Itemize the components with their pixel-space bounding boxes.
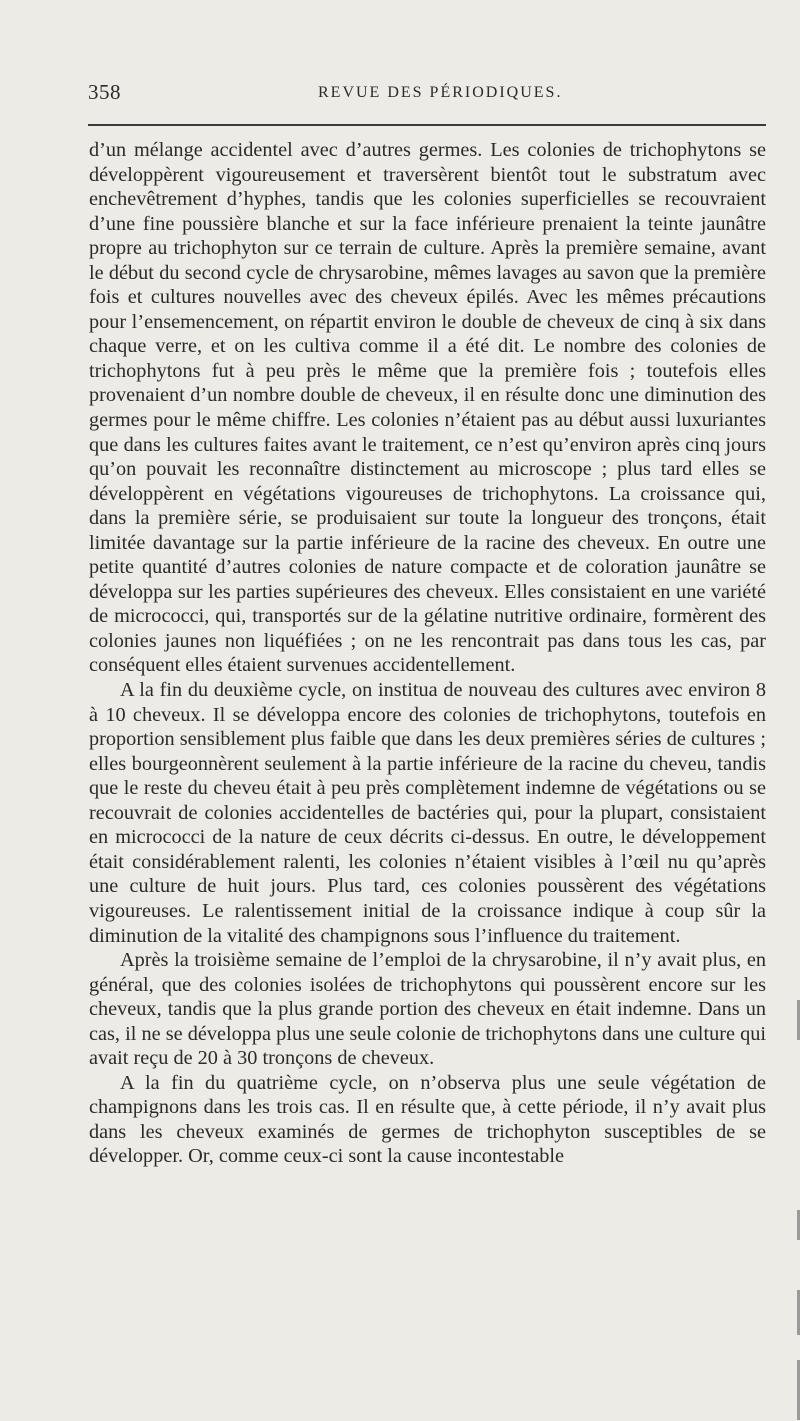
paragraph-continuation: d’un mélange accidentel avec d’autres germes. Les colonies de trichophytons se développèrent vigoureusement et traversèrent bientôt tout le substratum avec enchevêtrement d’hyphes, tandis que les colonies superficielles se recouvraient d’une fine poussière blanche et sur la face inférieure prenaient la teinte jaunâtre propre au trichophyton sur ce terrain de culture. Après la première semaine, avant le début du second cycle de chrysarobine, mêmes lavages au savon que la première fois et cultures nouvelles avec des cheveux épilés. Avec les mêmes précautions pour l’ensemencement, on répartit environ le double de cheveux de cinq à six dans chaque verre, et on les cultiva comme il a été dit. Le nombre des colonies de trichophytons fut à peu près le même que la première fois ; toutefois elles provenaient d’un nombre double de cheveux, il en résulte donc une diminution des germes pour le même chiffre. Les colonies n’étaient pas au début aussi luxuriantes que dans les cultures faites avant le traitement, ce n’est qu’environ après cinq jours qu’on pouvait les reconnaître distinctement au microscope ; plus tard elles se développèrent en végétations vigoureuses de trichophytons. La croissance qui, dans la première série, se produisaient sur toute la longueur des tronçons, était limitée davantage sur la partie inférieure de la racine des cheveux. En outre une petite quantité d’autres colonies de nature compacte et de coloration jaunâtre se développa sur les parties supérieures des cheveux. Elles consistaient en une variété de micrococci, qui, transportés sur de la gélatine nutritive ordinaire, formèrent des colonies jaunes non liquéfiées ; on ne les rencontrait pas dans tous les cas, par conséquent elles étaient survenues accidentellement. <box>89 139 766 677</box>
page-number: 358 <box>88 80 121 104</box>
header-rule <box>88 124 766 126</box>
running-title: REVUE DES PÉRIODIQUES. <box>318 84 563 101</box>
paragraph-third-week: Après la troisième semaine de l’emploi de la chrysarobine, il n’y avait plus, en général, que des colonies isolées de trichophytons qui poussèrent encore sur les cheveux, tandis que la plus grande portion des cheveux en était indemne. Dans un cas, il ne se développa plus une seule colonie de trichophytons dans une culture qui avait reçu de 20 à 30 tronçons de cheveux. <box>89 949 766 1070</box>
paragraph-second-cycle: A la fin du deuxième cycle, on institua de nouveau des cultures avec environ 8 à 10 cheveux. Il se développa encore des colonies de trichophytons, toutefois en proportion sensiblement plus faible que dans les deux premières séries de cultures ; elles bourgeonnèrent seulement à la partie inférieure de la racine du cheveu, tandis que le reste du cheveu était à peu près complètement indemne de végétations ou se recouvrait de colonies accidentelles de bactéries qui, pour la plupart, consistaient en micrococci de la nature de ceux décrits ci-dessus. En outre, le développement était considérablement ralenti, les colonies n’étaient visibles à l’œil nu qu’après une culture de huit jours. Plus tard, ces colonies poussèrent des végétations vigoureuses. Le ralentissement initial de la croissance indique à coup sûr la diminution de la vitalité des champignons sous l’influence du traitement. <box>89 679 766 947</box>
page-header <box>88 80 766 110</box>
paragraph-fourth-cycle: A la fin du quatrième cycle, on n’observa plus une seule végétation de champignons dans les trois cas. Il en résulte que, à cette période, il n’y avait plus dans les cheveux examinés de germes de trichophyton susceptibles de se développer. Or, comme ceux-ci sont la cause incontestable <box>89 1071 766 1168</box>
body-text <box>89 138 766 1169</box>
